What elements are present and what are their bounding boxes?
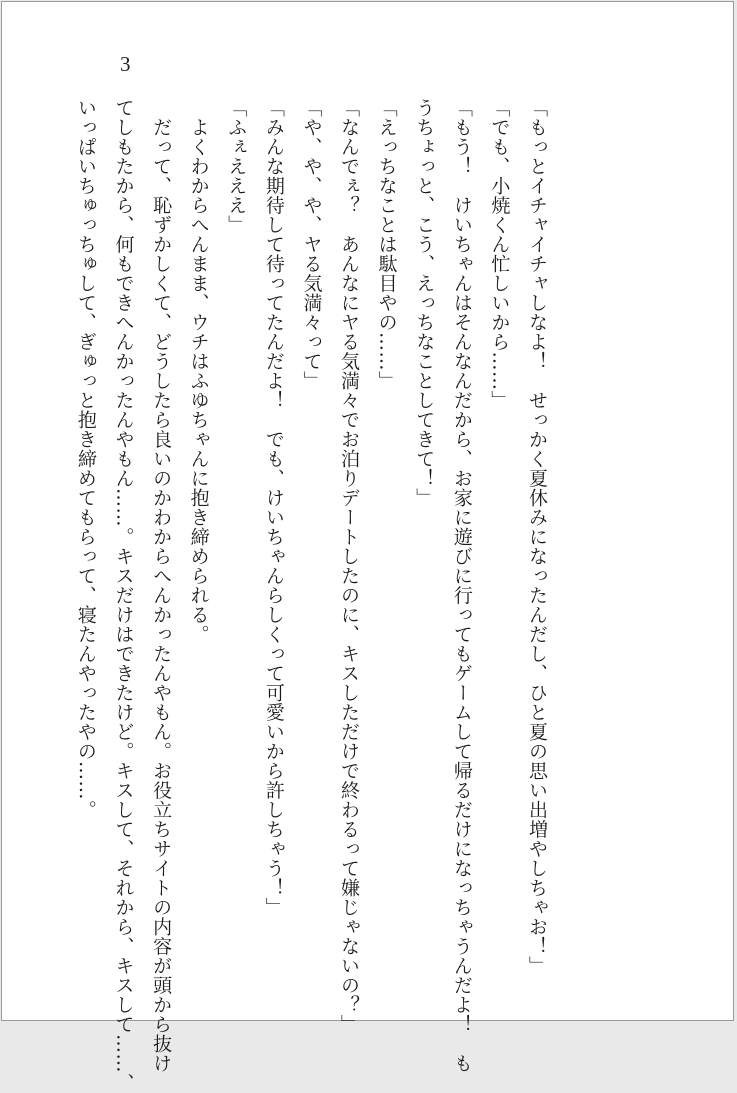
text-line: 「もう！ けいちゃんはそんなんだから、お家に遊びに行ってもゲームして帰るだけになっちゃうんだよ！ も — [450, 98, 473, 1073]
text-line: 「みんな期待して待ってたんだよ！ でも、けいちゃんらしくって可愛いから許しちゃう！」 — [262, 98, 285, 917]
vertical-text-body — [74, 98, 555, 1093]
text-line: うちょっと、こう、えっちなことしてきて！」 — [413, 98, 436, 508]
text-line: 「なんでぇ？ あんなにヤる気満々でお泊りデートしたのに、キスしただけで終わるって嫌じゃないの？」 — [338, 98, 361, 1034]
text-line: 「や、や、や、ヤる気満々って」 — [300, 98, 323, 391]
text-line: よくわからへんまま、ウチはふゆちゃんに抱き締められる。 — [187, 98, 210, 644]
text-line: だって、恥ずかしくて、どうしたら良いのかわからへんかったんやもん。お役立ちサイトの内容が頭から抜け — [150, 98, 173, 1073]
text-line: てしもたから、何もできへんかったんやもん……。キスだけはできたけど。キスして、それから、キスして……、 — [112, 98, 135, 1093]
page-number: 3 — [120, 52, 131, 76]
document-page — [1, 1, 734, 1093]
text-line: 「えっちなことは駄目やの……」 — [375, 98, 398, 391]
text-line: いっぱいちゅっちゅして、ぎゅっと抱き締めてもらって、寝たんやったやの……。 — [74, 98, 97, 820]
text-line: 「ふぇえええ」 — [225, 98, 248, 235]
text-line: 「でも、小焼くん忙しいから……」 — [488, 98, 511, 410]
text-line: 「もっとイチャイチャしなよ！ せっかく夏休みになったんだし、ひと夏の思い出増やしちゃお！」 — [526, 98, 548, 976]
